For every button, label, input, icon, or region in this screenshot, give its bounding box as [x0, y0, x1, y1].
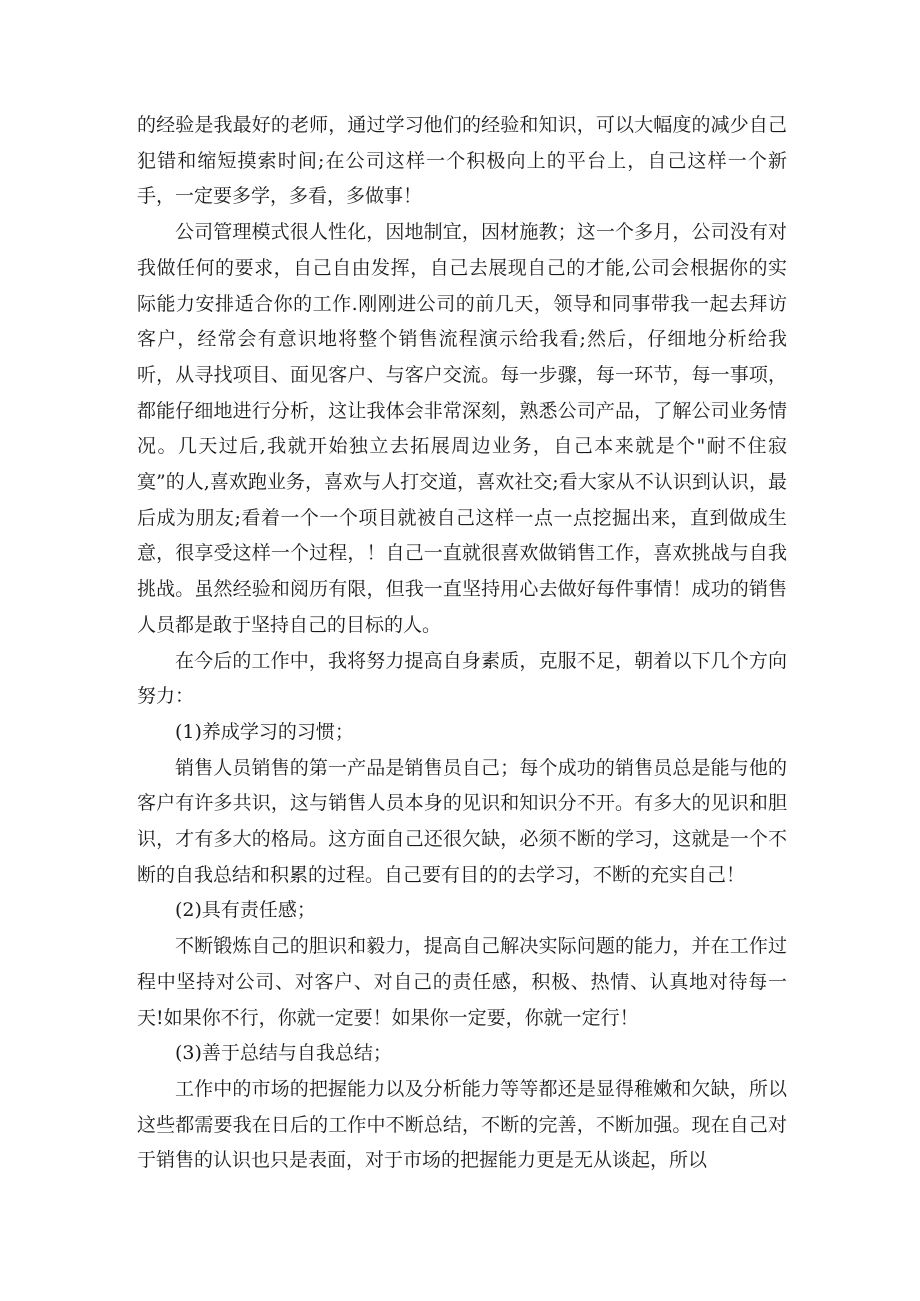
paragraph-3: 在今后的工作中，我将努力提高自身素质，克服不足，朝着以下几个方向努力：: [137, 649, 787, 708]
paragraph-4: 销售人员销售的第一产品是销售员自己；每个成功的销售员总是能与他的客户有许多共识，这与销售人员本身的见识和知识分不开。有多大的见识和胆识，才有多大的格局。这方面自己还很欠缺，必须不断的学习，这就是一个不断的自我总结和积累的过程。自己要有目的的去学习，不断的充实自己！: [137, 756, 787, 886]
heading-item-1: (1)养成学习的习惯；: [175, 720, 354, 743]
heading-item-3: (3)善于总结与自我总结；: [175, 1042, 392, 1065]
paragraph-1: 的经验是我最好的老师，通过学习他们的经验和知识，可以大幅度的减少自己犯错和缩短摸索时间;在公司这样一个积极向上的平台上，自己这样一个新手，一定要多学，多看，多做事！: [137, 114, 787, 208]
heading-item-2: (2)具有责任感；: [175, 899, 316, 922]
paragraph-6: 工作中的市场的把握能力以及分析能力等等都还是显得稚嫩和欠缺，所以这些都需要我在日后的工作中不断总结，不断的完善，不断加强。现在自己对于销售的认识也只是表面，对于市场的把握能力更是无从谈起，所以: [137, 1077, 787, 1172]
paragraph-2: 公司管理模式很人性化，因地制宜，因材施教；这一个多月，公司没有对我做任何的要求，自己自由发挥，自己去展现自己的才能,公司会根据你的实际能力安排适合你的工作.刚刚进公司的前几天，领导和同事带我一起去拜访客户，经常会有意识地将整个销售流程演示给我看;然后，仔细地分析给我听，从寻找项目、面见客户、与客户交流。每一步骤，每一环节，每一事项，都能仔细地进行分析，这让我体会非常深刻，熟悉公司产品，了解公司业务情况。几天过后,我就开始独立去拓展周边业务，自己本来就是个"耐不住寂寞”的人,喜欢跑业务，喜欢与人打交道，喜欢社交;看大家从不认识到认识，最后成为朋友;看着一个一个项目就被自己这样一点一点挖掘出来，直到做成生意，很享受这样一个过程，！自己一直就很喜欢做销售工作，喜欢挑战与自我挑战。虽然经验和阅历有限，但我一直坚持用心去做好每件事情！成功的销售人员都是敢于坚持自己的目标的人。: [137, 221, 787, 636]
paragraph-5: 不断锻炼自己的胆识和毅力，提高自己解决实际问题的能力，并在工作过程中坚持对公司、对客户、对自己的责任感，积极、热情、认真地对待每一天!如果你不行，你就一定要！如果你一定要，你就一定行！: [137, 935, 787, 1029]
document-body: [137, 108, 787, 1179]
